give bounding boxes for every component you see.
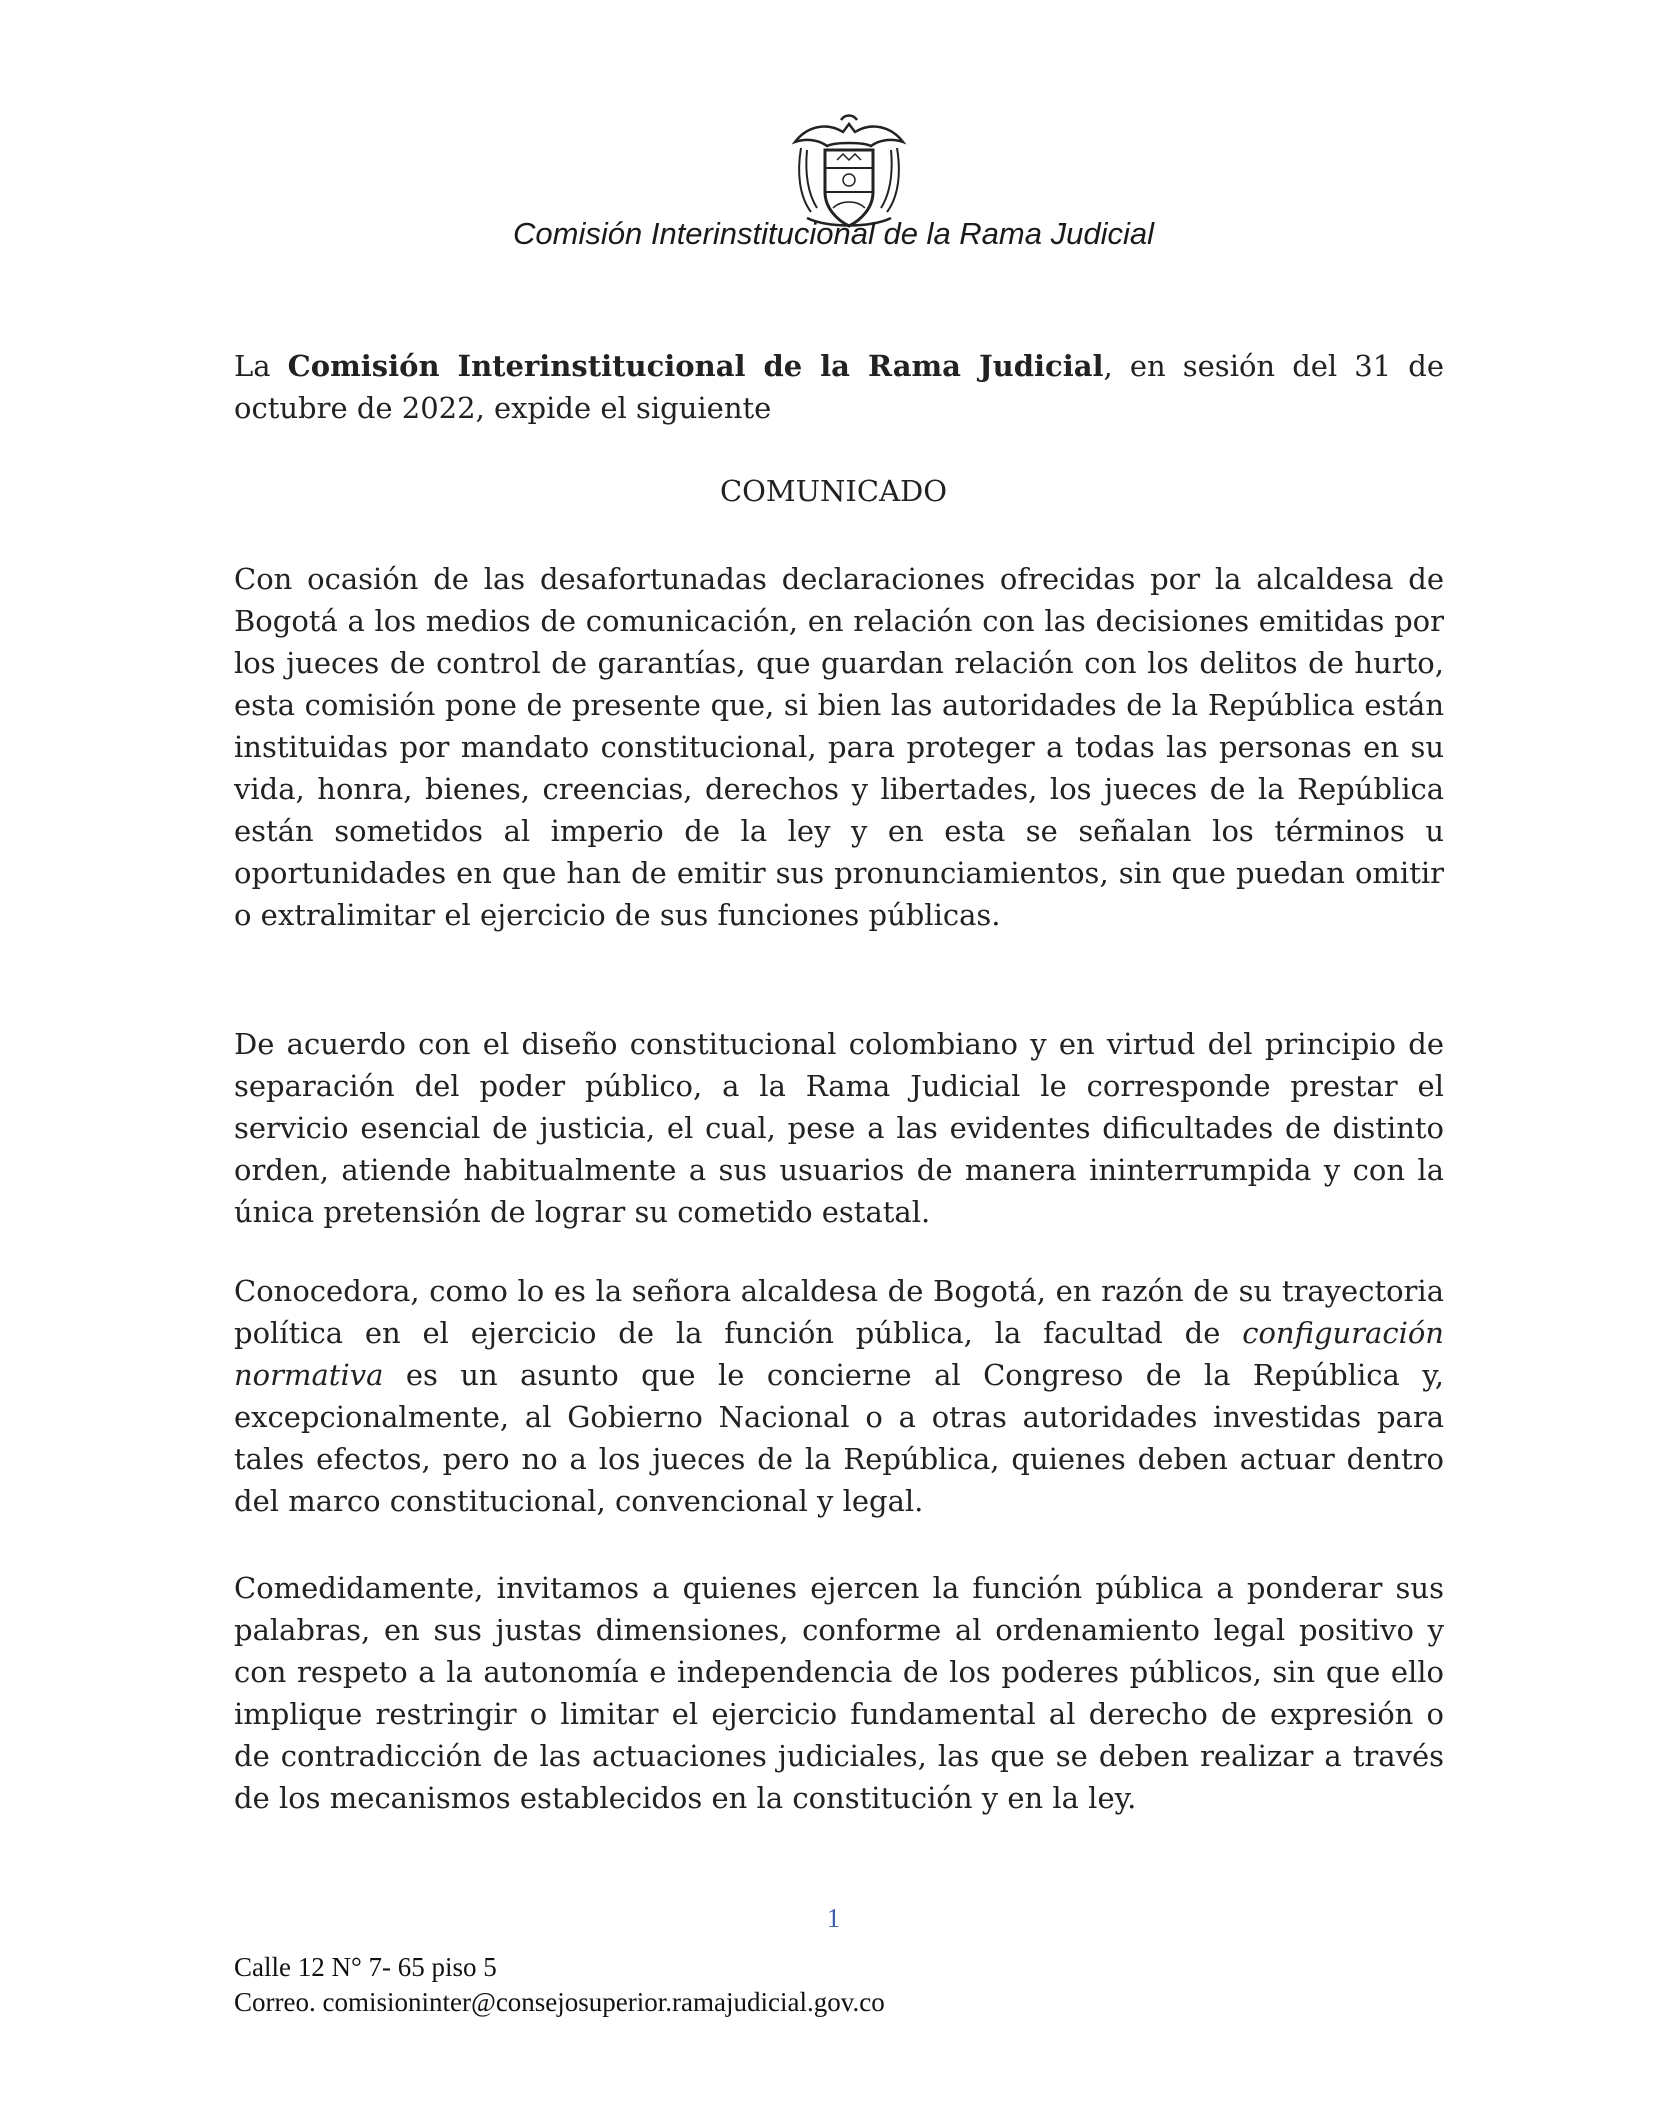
paragraph-4 — [234, 1567, 1444, 1819]
paragraph-3-italic: configuración normativa — [234, 1316, 1444, 1392]
paragraph-4-text: Comedidamente, invitamos a quienes ejercen la función pública a ponderar sus palabras, en sus justas dimensiones, conforme al ordenamiento legal positivo y con respeto a la autonomía e independencia de los poderes públicos, sin que ello implique restringir o limitar el ejercicio fundamental al derecho de expresión o de contradicción de las actuaciones judiciales, las que se deben realizar a través de los mecanismos establecidos en la constitución y en la ley. — [234, 1571, 1444, 1815]
intro-lead: La — [234, 349, 288, 383]
page-number: 1 — [826, 1903, 841, 1933]
paragraph-3 — [234, 1270, 1444, 1522]
paragraph-2 — [234, 1023, 1444, 1233]
intro-entity: Comisión Interinstitucional de la Rama Judicial — [287, 349, 1104, 383]
paragraph-1 — [234, 558, 1444, 936]
paragraph-3-end: es un asunto que le concierne al Congreso de la República y, excepcionalmente, al Gobierno Nacional o a otras autoridades investidas para tales efectos, pero no a los jueces de la República, quienes deben actuar dentro del marco constitucional, convencional y legal. — [234, 1358, 1444, 1518]
header-title: Comisión Interinstitucional de la Rama Judicial — [513, 216, 1154, 251]
paragraph-2-text: De acuerdo con el diseño constitucional colombiano y en virtud del principio de separación del poder público, a la Rama Judicial le corresponde prestar el servicio esencial de justicia, el cual, pese a las evidentes dificultades de distinto orden, atiende habitualmente a sus usuarios de manera ininterrumpida y con la única pretensión de lograr su cometido estatal. — [234, 1027, 1444, 1229]
paragraph-1-text: Con ocasión de las desafortunadas declaraciones ofrecidas por la alcaldesa de Bogotá a los medios de comunicación, en relación con las decisiones emitidas por los jueces de control de garantías, que guardan relación con los delitos de hurto, esta comisión pone de presente que, si bien las autoridades de la República están instituidas por mandato constitucional, para proteger a todas las personas en su vida, honra, bienes, creencias, derechos y libertades, los jueces de la República están sometidos al imperio de la ley y en esta se señalan los términos u oportunidades en que han de emitir sus pronunciamientos, sin que puedan omitir o extralimitar el ejercicio de sus funciones públicas. — [234, 562, 1444, 932]
document-heading: COMUNICADO — [719, 474, 948, 508]
footer-address: Calle 12 N° 7- 65 piso 5 — [234, 1952, 497, 1982]
paragraph-3-start: Conocedora, como lo es la señora alcaldesa de Bogotá, en razón de su trayectoria política en el ejercicio de la función pública, la facultad de — [234, 1274, 1444, 1350]
intro-rest: , en sesión del 31 de octubre de 2022, expide el siguiente — [234, 349, 1445, 425]
intro-paragraph — [234, 345, 1444, 429]
footer-email: Correo. comisioninter@consejosuperior.ramajudicial.gov.co — [234, 1987, 885, 2017]
